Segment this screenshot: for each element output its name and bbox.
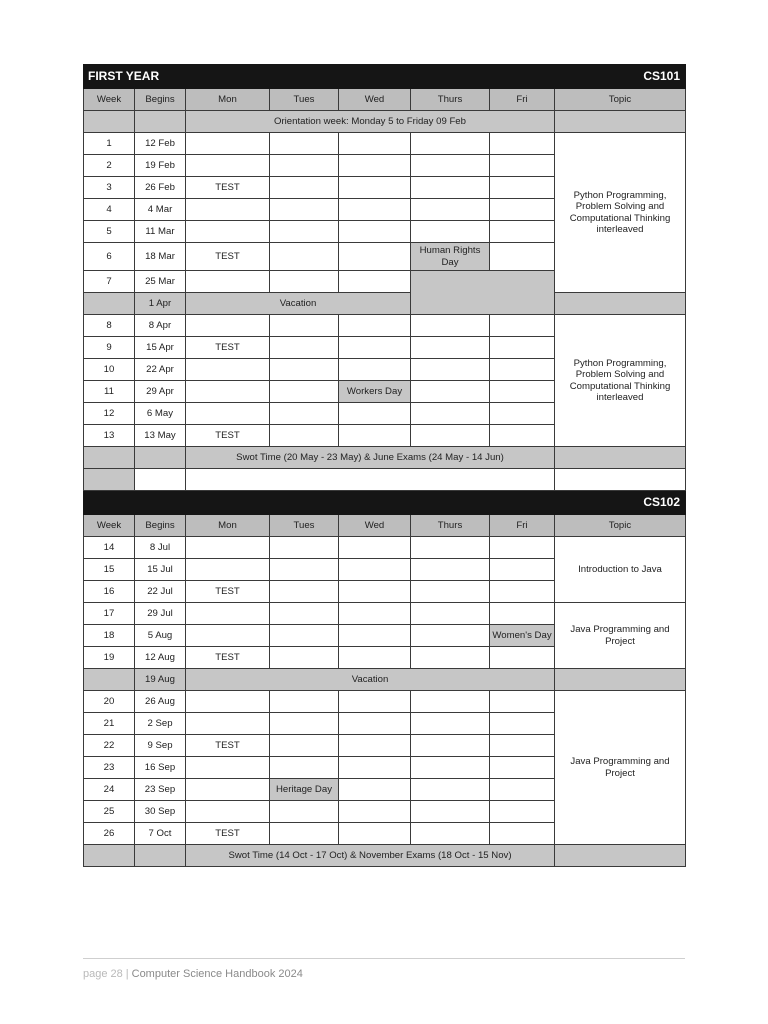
cs101-header-row (84, 89, 686, 111)
thurs-header: Thurs (411, 89, 490, 111)
cs102-code: CS102 (339, 491, 686, 515)
table-row: 13 13 May TEST (84, 425, 686, 447)
vacation-label: Vacation (186, 293, 411, 315)
exams-note: Swot Time (20 May - 23 May) & June Exams (24 May - 14 Jun) (186, 447, 555, 469)
test-cell: TEST (186, 647, 270, 669)
table-row: 10 22 Apr (84, 359, 686, 381)
footer-separator: | (125, 968, 129, 980)
table-row: 14 8 Jul Introduction to Java (84, 537, 686, 559)
table-row: 22 9 Sep TEST (84, 735, 686, 757)
table-row: 18 5 Aug Women's Day (84, 625, 686, 647)
table-row: 6 18 Mar TEST Human Rights Day (84, 243, 686, 271)
table-row: 3 26 Feb TEST (84, 177, 686, 199)
table-row: 4 4 Mar (84, 199, 686, 221)
test-cell: TEST (186, 243, 270, 271)
page-footer (83, 958, 685, 980)
orientation-row (84, 111, 686, 133)
vacation-row: 19 Aug Vacation (84, 669, 686, 691)
table-row: 2 19 Feb (84, 155, 686, 177)
begins-header: Begins (135, 89, 186, 111)
table-row: 17 29 Jul Java Programming and Project (84, 603, 686, 625)
table-row: 16 22 Jul TEST (84, 581, 686, 603)
holiday-cell: Human Rights Day (411, 243, 490, 271)
cs102-title-bar (84, 491, 686, 515)
wed-header: Wed (339, 89, 411, 111)
test-cell: TEST (186, 177, 270, 199)
cs102-topic-1: Introduction to Java (555, 537, 686, 603)
spacer-row (84, 469, 686, 491)
holiday-cell: Heritage Day (270, 779, 339, 801)
test-cell: TEST (186, 581, 270, 603)
exams-row (84, 845, 686, 867)
exams-note: Swot Time (14 Oct - 17 Oct) & November Exams (18 Oct - 15 Nov) (186, 845, 555, 867)
topic-header: Topic (555, 89, 686, 111)
cs101-code: CS101 (339, 65, 686, 89)
table-row: 19 12 Aug TEST (84, 647, 686, 669)
table-row: 25 30 Sep (84, 801, 686, 823)
table-row: 1 12 Feb Python Programming, Problem Solving and Computational Thinking interleaved (84, 133, 686, 155)
cs101-topic-2: Python Programming, Problem Solving and Computational Thinking interleaved (555, 315, 686, 447)
handbook-title: Computer Science Handbook 2024 (131, 968, 303, 980)
table-row: 11 29 Apr Workers Day (84, 381, 686, 403)
table-row: 24 23 Sep Heritage Day (84, 779, 686, 801)
table-row: 7 25 Mar (84, 271, 686, 293)
tues-header: Tues (270, 89, 339, 111)
vacation-row: 1 Apr Vacation (84, 293, 686, 315)
table-row: 9 15 Apr TEST (84, 337, 686, 359)
cs101-title-bar (84, 65, 686, 89)
table-row: 5 11 Mar (84, 221, 686, 243)
test-cell: TEST (186, 337, 270, 359)
test-cell: TEST (186, 735, 270, 757)
week-header: Week (84, 89, 135, 111)
schedule-table (83, 64, 686, 867)
first-year-title: FIRST YEAR (84, 65, 339, 89)
table-row: 12 6 May (84, 403, 686, 425)
table-row: 20 26 Aug Java Programming and Project (84, 691, 686, 713)
holiday-cell: Workers Day (339, 381, 411, 403)
fri-header: Fri (490, 89, 555, 111)
orientation-note: Orientation week: Monday 5 to Friday 09 Feb (186, 111, 555, 133)
mon-header: Mon (186, 89, 270, 111)
table-row: 15 15 Jul (84, 559, 686, 581)
cs101-topic-1: Python Programming, Problem Solving and Computational Thinking interleaved (555, 133, 686, 293)
vacation-label: Vacation (186, 669, 555, 691)
cs102-topic-3: Java Programming and Project (555, 691, 686, 845)
page-number: page 28 (83, 968, 123, 980)
table-row: 21 2 Sep (84, 713, 686, 735)
table-row: 23 16 Sep (84, 757, 686, 779)
cs102-topic-2: Java Programming and Project (555, 603, 686, 669)
table-row: 26 7 Oct TEST (84, 823, 686, 845)
test-cell: TEST (186, 823, 270, 845)
table-row: 8 8 Apr Python Programming, Problem Solving and Computational Thinking interleaved (84, 315, 686, 337)
test-cell: TEST (186, 425, 270, 447)
exams-row (84, 447, 686, 469)
cs102-header-row: Week Begins Mon Tues Wed Thurs Fri Topic (84, 515, 686, 537)
holiday-cell: Women's Day (490, 625, 555, 647)
